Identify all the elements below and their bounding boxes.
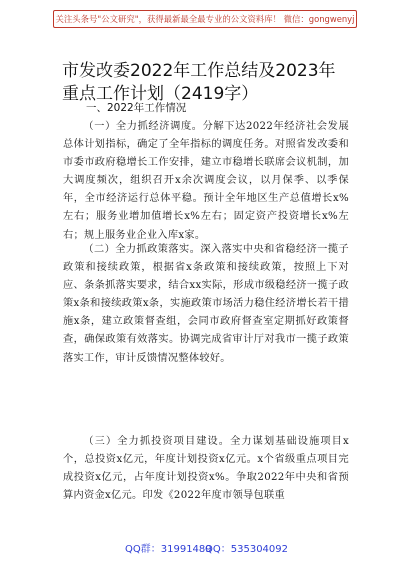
paragraph-economic-dispatch: （一）全力抓经济调度。分解下达2022年经济社会发展总体计划指标，确定了全年指标的调度任务。对照省发改委和市委市政府稳增长工作安排，建立市稳增长联席会议机制，加大调度频次，组织召开x余次调度会议，以月保季、以季保年，全市经济运行总体平稳。预计全年地区生产总值增长x%左右；服务业增加值增长x%左右；固定资产投资增长x%左右；规上服务业企业入库x家。 xyxy=(63,121,349,241)
section-heading: 一、2022年工作情况 xyxy=(86,102,187,114)
document-title: 市发改委2022年工作总结及2023年重点工作计划（2419字） xyxy=(62,61,336,104)
promo-banner: 关注头条号"公文研究"，获得最新最全最专业的公文资料库！ 微信：gongwenyj xyxy=(53,10,357,28)
paragraph-investment-projects: （三）全力抓投资项目建设。全力谋划基础设施项目x个，总投资x亿元，年度计划投资x亿元。x个省级重点项目完成投资x亿元，占年度计划投资x%。争取2022年中央和省预算内资金x亿元。印发《2022年度市领导包联重 xyxy=(63,436,349,502)
qq-group-text: QQ群：31991489 xyxy=(125,544,212,555)
qq-number-text: QQ：535304092 xyxy=(205,544,289,555)
paragraph-policy-implementation: （二）全力抓政策落实。深入落实中央和省稳经济一揽子政策和接续政策，根据省x条政策和接续政策，按照上下对应、条条抓落实要求，结合xx实际，形成市级稳经济一揽子政策x条和接续政策x条，实施政策市场活力稳住经济增长若干措施x条，建立政策督查组，会同市政府督查室定期抓好政策督查，确保政策有效落实。协调完成省审计厅对我市一揽子政策落实工作，审计反馈情况整体较好。 xyxy=(63,244,349,364)
footer-contact xyxy=(0,540,408,554)
